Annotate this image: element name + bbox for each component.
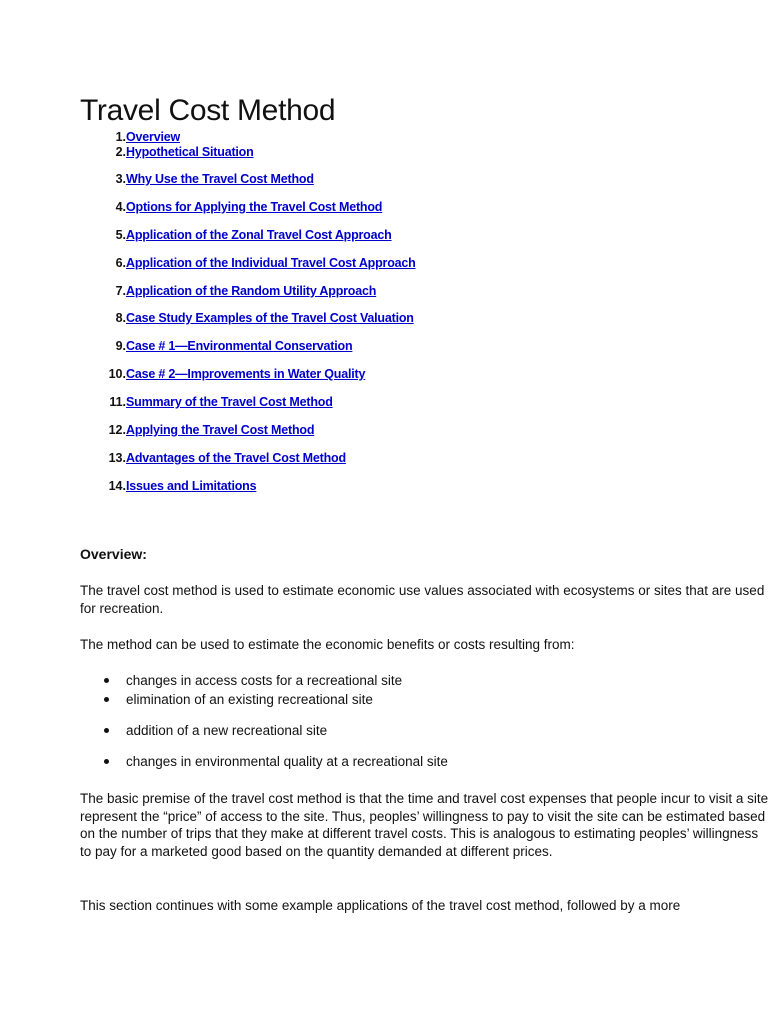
table-of-contents	[0, 0, 768, 500]
toc-item	[80, 478, 640, 494]
toc-link-case-study-examples[interactable]: Case Study Examples of the Travel Cost Valuation	[126, 311, 414, 325]
list-item-text: changes in access costs for a recreational site	[126, 673, 403, 688]
bullet-icon	[104, 678, 109, 683]
toc-link-advantages[interactable]: Advantages of the Travel Cost Method	[126, 451, 346, 465]
toc-link-case-2[interactable]: Case # 2—Improvements in Water Quality	[126, 367, 366, 381]
toc-item-number: 2.	[115, 145, 126, 159]
toc-item	[80, 255, 640, 271]
toc-item	[80, 227, 640, 243]
toc-item	[80, 394, 640, 410]
toc-item	[80, 366, 640, 382]
toc-link-why-use[interactable]: Why Use the Travel Cost Method	[126, 172, 314, 186]
toc-item-number: 13.	[108, 451, 126, 465]
toc-link-options[interactable]: Options for Applying the Travel Cost Method	[126, 200, 383, 214]
toc-item-number: 6.	[115, 256, 126, 270]
overview-paragraph-1: The travel cost method is used to estimate economic use values associated with ecosystems or sites that are used for recreation.	[80, 583, 765, 616]
toc-item-number: 8.	[115, 311, 126, 325]
toc-item-number: 5.	[115, 228, 126, 242]
toc-item-number: 1.	[115, 130, 126, 144]
list-item-text: addition of a new recreational site	[126, 723, 328, 738]
toc-item	[80, 450, 640, 466]
overview-paragraph-4: This section continues with some example applications of the travel cost method, followed by a more	[80, 898, 681, 913]
toc-item-number: 11.	[109, 395, 126, 409]
toc-item-number: 4.	[115, 200, 126, 214]
toc-item	[80, 310, 640, 326]
toc-item-number: 9.	[115, 339, 126, 353]
toc-link-issues-limitations[interactable]: Issues and Limitations	[126, 479, 257, 493]
toc-item	[80, 422, 640, 438]
overview-paragraph-2: The method can be used to estimate the economic benefits or costs resulting from:	[80, 637, 575, 652]
toc-link-applying[interactable]: Applying the Travel Cost Method	[126, 423, 315, 437]
toc-link-individual-approach[interactable]: Application of the Individual Travel Cost Approach	[126, 256, 416, 270]
toc-item	[80, 199, 640, 215]
toc-item-number: 7.	[115, 284, 126, 298]
toc-link-summary[interactable]: Summary of the Travel Cost Method	[126, 395, 333, 409]
list-item-text: elimination of an existing recreational site	[126, 692, 373, 707]
toc-link-overview[interactable]: Overview	[126, 130, 180, 144]
bullet-icon	[104, 728, 109, 733]
toc-item	[80, 129, 640, 145]
toc-item	[80, 283, 640, 299]
toc-link-hypothetical-situation[interactable]: Hypothetical Situation	[126, 145, 254, 159]
bullet-icon	[104, 697, 109, 702]
toc-link-case-1[interactable]: Case # 1—Environmental Conservation	[126, 339, 353, 353]
bullet-icon	[104, 759, 109, 764]
list-item-text: changes in environmental quality at a recreational site	[126, 754, 448, 769]
page-title: Travel Cost Method	[80, 94, 336, 127]
toc-item-number: 12.	[108, 423, 126, 437]
toc-item-number: 14.	[108, 479, 126, 493]
toc-link-random-utility[interactable]: Application of the Random Utility Approach	[126, 284, 377, 298]
overview-heading: Overview:	[80, 546, 147, 562]
toc-item-number: 10.	[108, 367, 126, 381]
toc-item	[80, 171, 640, 187]
toc-link-zonal-approach[interactable]: Application of the Zonal Travel Cost Approach	[126, 228, 392, 242]
toc-item-number: 3.	[115, 172, 126, 186]
toc-item	[80, 144, 640, 160]
overview-paragraph-3: The basic premise of the travel cost method is that the time and travel cost expenses that people incur to visit a site represent the “price” of access to the site. Thus, peoples’ willingness to pay to visit the site can be estimated based on the number of trips that they make at different travel costs. This is analogous to estimating peoples’ willingness to pay for a marketed good based on the quantity demanded at different prices.	[80, 791, 768, 859]
toc-item	[80, 338, 640, 354]
